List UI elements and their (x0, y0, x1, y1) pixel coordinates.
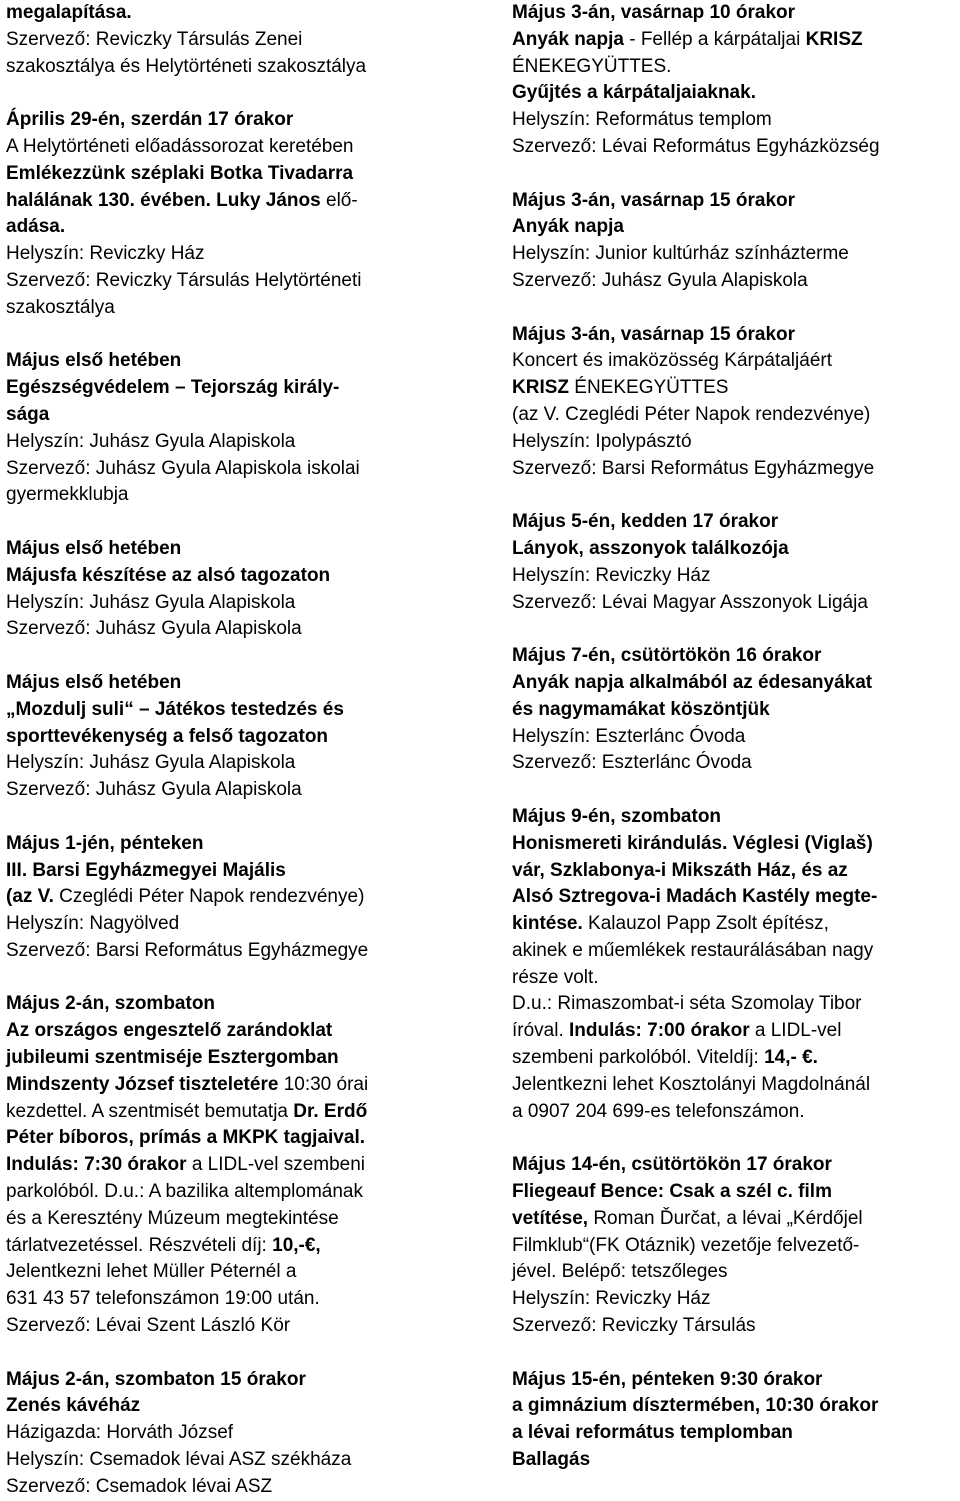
event-text-line: Jelentkezni lehet Müller Péternél a (6, 1261, 297, 1283)
entry-gap (6, 322, 468, 349)
event-text-line: a lévai református templomban (512, 1422, 793, 1444)
event-text-line: Szervező: Reviczky Társulás (512, 1315, 756, 1337)
event-text-line: sága (6, 403, 50, 425)
event-text-line: Szervező: Barsi Református Egyházmegye (512, 457, 875, 479)
event-text-line: Szervező: Csemadok lévai ASZ (6, 1475, 273, 1497)
event-text-line: „Mozdulj suli“ – Játékos testedzés és (6, 698, 344, 720)
event-text-line: Szervező: Reviczky Társulás Helytörténeti (6, 269, 362, 291)
event-text-line: Koncert és imaközösség Kárpátaljáért (512, 350, 832, 372)
event-text-line: Helyszín: Junior kultúrház színházterme (512, 243, 849, 265)
event-text-line: Szervező: Eszterlánc Óvoda (512, 752, 752, 774)
entry-gap (512, 777, 960, 804)
entry-gap (512, 482, 960, 509)
event-text-line: Jelentkezni lehet Kosztolányi Magdolnánál (512, 1073, 871, 1095)
event-text-line: Helyszín: Eszterlánc Óvoda (512, 725, 746, 747)
event-text-line: a gimnázium dísztermében, 10:30 órakor (512, 1395, 879, 1417)
entry-gap (6, 1340, 468, 1367)
event-text-line: halálának 130. évében. Luky János elő- (6, 189, 358, 211)
event-entry (6, 670, 468, 804)
event-entry (512, 188, 960, 295)
entry-gap (512, 1340, 960, 1367)
entry-gap (6, 804, 468, 831)
event-text-line: ÉNEKEGYÜTTES. (512, 55, 672, 77)
event-date: Május 3-án, vasárnap 15 órakor (512, 189, 796, 211)
event-text-line: Helyszín: Juhász Gyula Alapiskola (6, 591, 296, 613)
event-text-line: parkolóból. D.u.: A bazilika altemplomának (6, 1181, 363, 1203)
event-text-line: Helyszín: Juhász Gyula Alapiskola (6, 430, 296, 452)
event-text-line: Szervező: Lévai Magyar Asszonyok Ligája (512, 591, 868, 613)
event-text-line: Lányok, asszonyok találkozója (512, 537, 789, 559)
event-text-line: jével. Belépő: tetszőleges (512, 1261, 728, 1283)
event-entry (512, 643, 960, 777)
event-date: Május 2-án, szombaton 15 órakor (6, 1368, 306, 1390)
event-text-line: vetítése, Roman Ďurčat, a lévai „Kérdőjel (512, 1207, 863, 1229)
event-date: Április 29-én, szerdán 17 órakor (6, 109, 294, 131)
event-text-line: Szervező: Reviczky Társulás Zenei (6, 28, 303, 50)
event-entry (512, 1367, 960, 1474)
event-text-line: Helyszín: Reviczky Ház (6, 243, 205, 265)
event-text-line: a 0907 204 699-es telefonszámon. (512, 1100, 805, 1122)
event-entry (6, 107, 468, 321)
event-date: Május 2-án, szombaton (6, 993, 216, 1015)
entry-gap (6, 509, 468, 536)
entry-gap (512, 295, 960, 322)
event-text-line: Helyszín: Reviczky Ház (512, 564, 711, 586)
left-column (6, 0, 468, 1501)
event-text-line: D.u.: Rimaszombat-i séta Szomolay Tibor (512, 993, 862, 1015)
event-date: Május 3-án, vasárnap 15 órakor (512, 323, 796, 345)
event-entry (512, 0, 960, 161)
event-text-line: jubileumi szentmiséje Esztergomban (6, 1047, 339, 1069)
event-text-line: Szervező: Juhász Gyula Alapiskola (512, 269, 808, 291)
event-entry (6, 991, 468, 1339)
event-text-line: (az V. Czeglédi Péter Napok rendezvénye) (6, 886, 365, 908)
event-date: Május 5-én, kedden 17 órakor (512, 511, 779, 533)
event-text-line: A Helytörténeti előadássorozat keretében (6, 135, 354, 157)
event-entry (512, 509, 960, 616)
event-text-line: Helyszín: Református templom (512, 109, 772, 131)
event-text-line: Szervező: Juhász Gyula Alapiskola (6, 618, 302, 640)
event-text-line: szakosztálya és Helytörténeti szakosztálya (6, 55, 367, 77)
event-date: Május 15-én, pénteken 9:30 órakor (512, 1368, 823, 1390)
entry-gap (6, 965, 468, 992)
entry-gap (6, 80, 468, 107)
event-entry (6, 831, 468, 965)
event-text-line: Emlékezzünk széplaki Botka Tivadarra (6, 162, 354, 184)
event-text-line: része volt. (512, 966, 599, 988)
event-text-line: Egészségvédelem – Tejország király- (6, 377, 340, 399)
event-text-line: Májusfa készítése az alsó tagozaton (6, 564, 331, 586)
event-text-line: szembeni parkolóból. Viteldíj: 14,- €. (512, 1047, 818, 1069)
event-text-line: Anyák napja alkalmából az édesanyákat (512, 671, 873, 693)
event-date: Május első hetében (6, 671, 182, 693)
event-text-line: sporttevékenység a felső tagozaton (6, 725, 329, 747)
event-date: Május 9-én, szombaton (512, 805, 722, 827)
event-text-line: (az V. Czeglédi Péter Napok rendezvénye) (512, 403, 871, 425)
event-entry (6, 1367, 468, 1501)
event-text-line: Helyszín: Juhász Gyula Alapiskola (6, 752, 296, 774)
event-entry (512, 1152, 960, 1340)
event-text-line: kezdettel. A szentmisét bemutatja Dr. Erdő (6, 1100, 368, 1122)
event-text-line: Ballagás (512, 1449, 591, 1471)
event-text-line: Szervező: Barsi Református Egyházmegye (6, 939, 369, 961)
event-text-line: 631 43 57 telefonszámon 19:00 után. (6, 1288, 320, 1310)
event-text-line: Mindszenty József tiszteletére 10:30 órai (6, 1073, 369, 1095)
event-date: Május 14-én, csütörtökön 17 órakor (512, 1154, 832, 1176)
right-column (512, 0, 960, 1474)
event-entry (6, 536, 468, 643)
event-text-line: Szervező: Juhász Gyula Alapiskola (6, 779, 302, 801)
event-text-line: Filmklub“(FK Otáznik) vezetője felvezető- (512, 1234, 860, 1256)
event-text-line: Helyszín: Ipolypásztó (512, 430, 692, 452)
event-text-line: akinek e műemlékek restaurálásában nagy (512, 939, 874, 961)
event-text-line: Alsó Sztregova-i Madách Kastély megte- (512, 886, 878, 908)
event-text-line: Helyszín: Csemadok lévai ASZ székháza (6, 1449, 352, 1471)
event-text-line: vár, Szklabonya-i Mikszáth Ház, és az (512, 859, 848, 881)
event-date: Május 1-jén, pénteken (6, 832, 204, 854)
event-text-line: Szervező: Lévai Református Egyházközség (512, 135, 880, 157)
event-date: Május 3-án, vasárnap 10 órakor (512, 2, 796, 23)
event-text-line: adása. (6, 216, 66, 238)
event-text-line: III. Barsi Egyházmegyei Majális (6, 859, 286, 881)
event-text-line: Szervező: Lévai Szent László Kör (6, 1315, 291, 1337)
event-entry (512, 804, 960, 1126)
event-text-line: tárlatvezetéssel. Részvételi díj: 10,-€, (6, 1234, 321, 1256)
event-text-line: Az országos engesztelő zarándoklat (6, 1020, 333, 1042)
event-date: Május első hetében (6, 350, 182, 372)
event-text-line: Anyák napja - Fellép a kárpátaljai KRISZ (512, 28, 863, 50)
event-date: Május 7-én, csütörtökön 16 órakor (512, 645, 822, 667)
event-text-line: és a Keresztény Múzeum megtekintése (6, 1207, 339, 1229)
event-text-line: Házigazda: Horváth József (6, 1422, 234, 1444)
event-text-line: Indulás: 7:30 órakor a LIDL-vel szembeni (6, 1154, 366, 1176)
entry-gap (512, 161, 960, 188)
event-date: megalapítása. (6, 2, 132, 23)
entry-gap (6, 643, 468, 670)
event-text-line: Szervező: Juhász Gyula Alapiskola iskolai (6, 457, 360, 479)
entry-gap (512, 616, 960, 643)
event-text-line: Fliegeauf Bence: Csak a szél c. film (512, 1181, 832, 1203)
event-text-line: íróval. Indulás: 7:00 órakor a LIDL-vel (512, 1020, 842, 1042)
event-text-line: gyermekklubja (6, 484, 129, 506)
event-text-line: Helyszín: Nagyölved (6, 913, 180, 935)
entry-gap (512, 1125, 960, 1152)
event-text-line: Anyák napja (512, 216, 624, 238)
event-text-line: Helyszín: Reviczky Ház (512, 1288, 711, 1310)
event-text-line: Honismereti kirándulás. Véglesi (Viglaš) (512, 832, 873, 854)
event-entry (6, 0, 468, 80)
event-text-line: KRISZ ÉNEKEGYÜTTES (512, 377, 729, 399)
event-text-line: és nagymamákat köszöntjük (512, 698, 770, 720)
event-text-line: szakosztálya (6, 296, 115, 318)
event-text-line: Péter bíboros, prímás a MKPK tagjaival. (6, 1127, 365, 1149)
event-date: Május első hetében (6, 537, 182, 559)
event-entry (6, 348, 468, 509)
event-text-line: kintése. Kalauzol Papp Zsolt építész, (512, 913, 829, 935)
event-entry (512, 322, 960, 483)
event-text-line: Zenés kávéház (6, 1395, 141, 1417)
event-text-line: Gyűjtés a kárpátaljaiaknak. (512, 82, 756, 104)
